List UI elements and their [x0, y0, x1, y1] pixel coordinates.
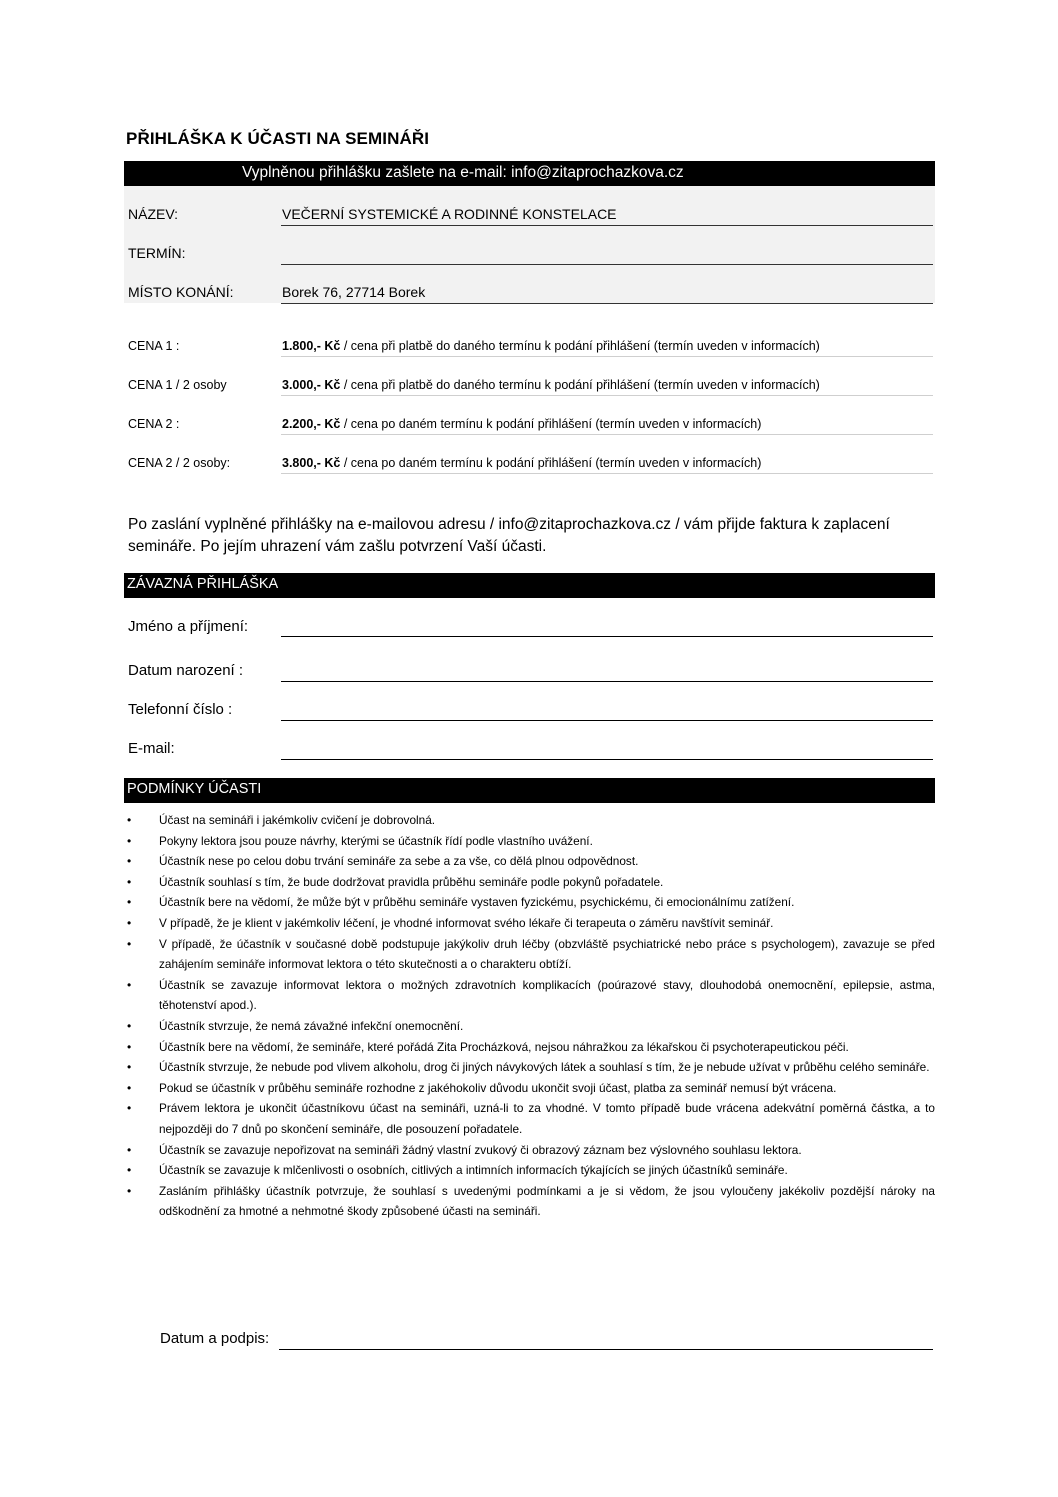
bullet-icon: •	[127, 1060, 132, 1075]
price-desc-4: / cena po daném termínu k podání přihlášení (termín uveden v informacích)	[340, 456, 762, 470]
list-item	[122, 975, 935, 1016]
bullet-icon: •	[127, 813, 132, 827]
bullet-icon: •	[127, 1018, 132, 1033]
bullet-icon: •	[127, 833, 132, 848]
email-label: E-mail:	[128, 740, 175, 757]
conditions-list	[122, 810, 935, 1222]
condition-text: Účastník se zavazuje informovat lektora o možných zdravotních komplikacích (poúrazové stavy, dlouhodobá onemocnění, epilepsie, astma, těhotenství apod.).	[159, 977, 935, 1013]
price-desc-1: / cena při platbě do daného termínu k podání přihlášení (termín uveden v informacích)	[340, 339, 820, 353]
signature-label: Datum a podpis:	[160, 1330, 270, 1347]
name-underline	[281, 225, 933, 226]
name-label: NÁZEV:	[128, 206, 179, 222]
list-item	[122, 934, 935, 975]
price-amount-2: 3.000,- Kč	[282, 378, 341, 392]
price-underline-2	[281, 395, 933, 396]
bullet-icon: •	[127, 977, 132, 992]
bullet-icon: •	[127, 874, 132, 889]
bullet-icon: •	[127, 854, 132, 869]
page-title: PŘIHLÁŠKA K ÚČASTI NA SEMINÁŘI	[126, 129, 430, 148]
price-desc-2: / cena při platbě do daného termínu k podání přihlášení (termín uveden v informacích)	[340, 378, 820, 392]
condition-text: Pokyny lektora jsou pouze návrhy, kterými se účastník řídí podle vlastního uvážení.	[159, 833, 593, 848]
term-underline	[281, 264, 933, 265]
condition-text: Právem lektora je ukončit účastníkovu účast na semináři, uzná-li to za vhodné. V tomto případě bude vrácena adekvátní poměrná částka, a to nejpozději do 7 dnů po skončení semináře, dle posouzení pořadatele.	[159, 1101, 935, 1136]
condition-text: Účastník se zavazuje nepořizovat na semináři žádný vlastní zvukový či obrazový záznam bez výslovného souhlasu lektora.	[159, 1142, 802, 1157]
bullet-icon: •	[127, 895, 132, 910]
price-amount-3: 2.200,- Kč	[282, 417, 341, 431]
price-label-2: CENA 1 / 2 osoby	[128, 378, 227, 392]
condition-text: Zasláním přihlášky účastník potvrzuje, že souhlasí s uvedenými podmínkami a je si vědom, že jsou vyloučeny jakékoliv pozdější nároky na odškodnění za hmotné a nehmotné škody způsobené účasti na semináři.	[159, 1183, 935, 1219]
list-item	[122, 1160, 935, 1181]
birth-date-label: Datum narození :	[128, 662, 244, 679]
bullet-icon: •	[127, 1183, 132, 1198]
list-item	[122, 810, 935, 831]
price-underline-4	[281, 473, 933, 474]
list-item	[122, 1098, 935, 1139]
price-amount-4: 3.800,- Kč	[282, 456, 341, 470]
condition-text: V případě, že účastník v současné době podstupuje jakýkoliv druh léčby (obzvláště psychiatrické nebo práce s psychologem), zavazuje se před zahájením semináře informovat lektora o této skutečnosti a o charakteru obtíží.	[159, 936, 935, 972]
condition-text: Účastník souhlasí s tím, že bude dodržovat pravidla průběhu semináře podle pokynů pořadatele.	[159, 874, 664, 889]
place-underline	[281, 303, 933, 304]
list-item	[122, 892, 935, 913]
list-item	[122, 1037, 935, 1058]
name-value: VEČERNÍ SYSTEMICKÉ A RODINNÉ KONSTELACE	[282, 206, 617, 222]
place-value: Borek 76, 27714 Borek	[282, 284, 426, 300]
phone-field[interactable]	[281, 720, 933, 721]
condition-text: Pokud se účastník v průběhu semináře rozhodne z jakéhokoliv důvodu ukončit svoji účast, platba za seminář nemusí být vrácena.	[159, 1080, 837, 1095]
list-item	[122, 1181, 935, 1222]
phone-label: Telefonní číslo :	[128, 701, 233, 718]
place-label: MÍSTO KONÁNÍ:	[128, 284, 234, 300]
list-item	[122, 831, 935, 852]
price-amount-1: 1.800,- Kč	[282, 339, 341, 353]
condition-text: Účastník stvrzuje, že nebude pod vlivem alkoholu, drog či jiných návykových látek a souhlasí s tím, že je nebude užívat v průběhu celého semináře.	[159, 1060, 930, 1075]
bullet-icon: •	[127, 1163, 132, 1178]
price-value-3	[282, 417, 761, 431]
price-underline-3	[281, 434, 933, 435]
condition-text: Účastník bere na vědomí, že semináře, které pořádá Zita Procházková, nejsou náhražkou za lékařskou či psychoterapeutickou péči.	[159, 1039, 849, 1054]
email-banner-text: Vyplněnou přihlášku zašlete na e-mail: info@zitaprochazkova.cz	[242, 164, 684, 181]
price-value-2	[282, 378, 820, 392]
condition-text: V případě, že je klient v jakémkoliv léčení, je vhodné informovat svého lékaře či terapeuta o záměru navštívit seminář.	[159, 915, 774, 930]
email-field[interactable]	[281, 759, 933, 760]
conditions-header	[124, 778, 935, 803]
list-item	[122, 1057, 935, 1078]
bullet-icon: •	[127, 936, 132, 951]
list-item	[122, 851, 935, 872]
price-desc-3: / cena po daném termínu k podání přihlášení (termín uveden v informacích)	[340, 417, 762, 431]
price-label-1: CENA 1 :	[128, 339, 180, 353]
term-label: TERMÍN:	[128, 245, 186, 261]
list-item	[122, 1078, 935, 1099]
bullet-icon: •	[127, 1101, 132, 1116]
price-value-1	[282, 339, 820, 353]
seminar-info-box	[124, 186, 935, 303]
signature-field[interactable]	[279, 1349, 933, 1350]
list-item	[122, 872, 935, 893]
condition-text: Účastník se zavazuje k mlčenlivosti o osobních, citlivých a intimních informacích týkajících se jiných účastníků semináře.	[159, 1163, 788, 1178]
price-label-4: CENA 2 / 2 osoby:	[128, 456, 231, 470]
bullet-icon: •	[127, 1080, 132, 1095]
bullet-icon: •	[127, 1142, 132, 1157]
invoice-note: Po zaslání vyplněné přihlášky na e-mailovou adresu / info@zitaprochazkova.cz / vám přijde faktura k zaplacení semináře. Po jejím uhrazení vám zašlu potvrzení Vaší účasti.	[128, 516, 890, 555]
price-underline-1	[281, 356, 933, 357]
list-item	[122, 913, 935, 934]
list-item	[122, 1016, 935, 1037]
condition-text: Účast na semináři i jakémkoliv cvičení je dobrovolná.	[159, 813, 436, 827]
conditions-heading: PODMÍNKY ÚČASTI	[127, 781, 262, 797]
bullet-icon: •	[127, 1039, 132, 1054]
bullet-icon: •	[127, 915, 132, 930]
price-label-3: CENA 2 :	[128, 417, 180, 431]
registration-header	[124, 573, 935, 598]
condition-text: Účastník stvrzuje, že nemá závažné infekční onemocnění.	[159, 1018, 464, 1033]
full-name-label: Jméno a příjmení:	[128, 618, 249, 635]
birth-date-field[interactable]	[281, 681, 933, 682]
full-name-field[interactable]	[281, 636, 933, 637]
email-banner	[124, 161, 935, 186]
list-item	[122, 1140, 935, 1161]
condition-text: Účastník nese po celou dobu trvání semináře za sebe a za vše, co dělá plnou odpovědnost.	[159, 854, 639, 869]
condition-text: Účastník bere na vědomí, že může být v průběhu semináře vystaven fyzickému, psychickému, či emocionálnímu zatížení.	[159, 895, 795, 910]
price-value-4	[282, 456, 761, 470]
registration-heading: ZÁVAZNÁ PŘIHLÁŠKA	[127, 576, 279, 592]
